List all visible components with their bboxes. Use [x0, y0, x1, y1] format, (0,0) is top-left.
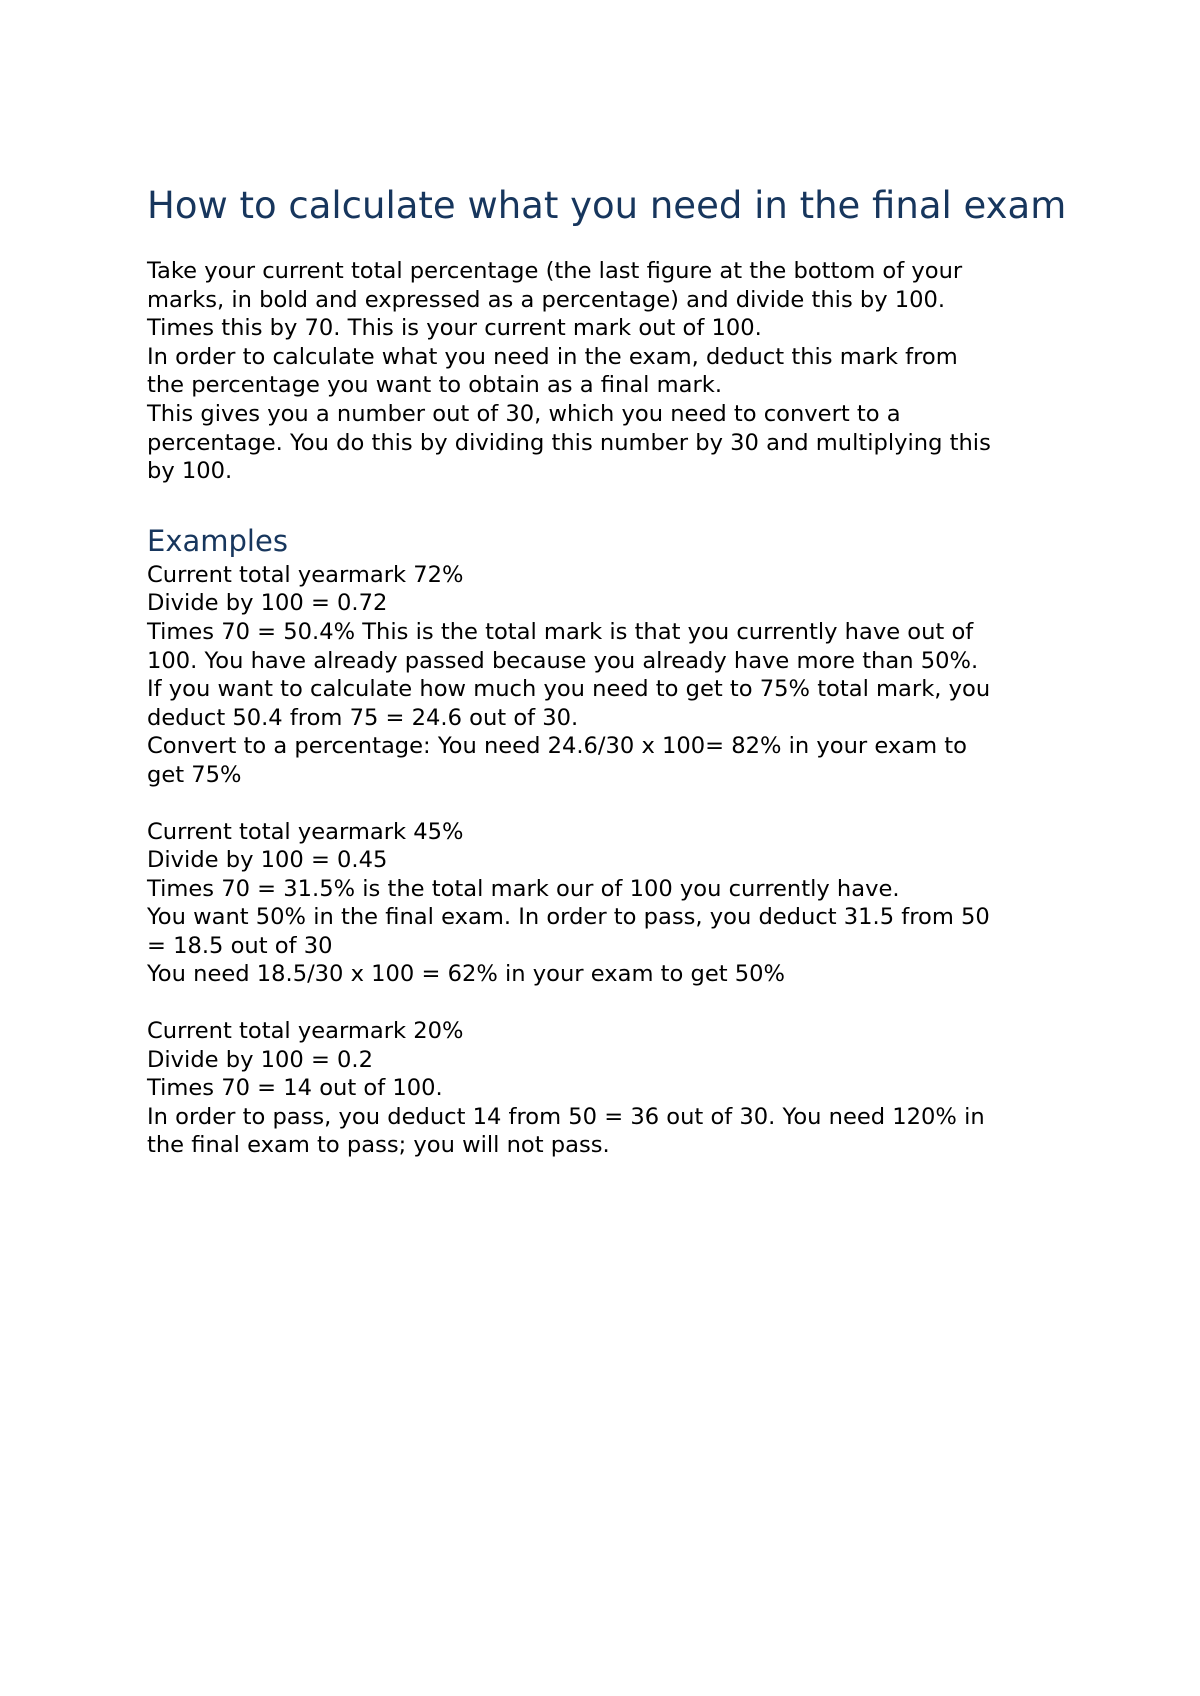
example-line: You need 18.5/30 x 100 = 62% in your exam to get 50%: [147, 961, 786, 988]
example-line: If you want to calculate how much you need to get to 75% total mark, you: [147, 676, 991, 703]
example-line: the final exam to pass; you will not pass.: [147, 1132, 610, 1159]
intro-line: This gives you a number out of 30, which you need to convert to a: [147, 400, 901, 427]
example-45-percent: [147, 818, 1067, 990]
example-line: Times 70 = 14 out of 100.: [147, 1075, 443, 1102]
document-title: How to calculate what you need in the final exam: [147, 184, 1067, 227]
example-line: Current total yearmark 72%: [147, 561, 464, 588]
example-line: 100. You have already passed because you already have more than 50%.: [147, 647, 979, 674]
example-line: In order to pass, you deduct 14 from 50 = 36 out of 30. You need 120% in: [147, 1103, 985, 1130]
example-line: Times 70 = 50.4% This is the total mark is that you currently have out of: [147, 618, 974, 645]
example-line: Times 70 = 31.5% is the total mark our of 100 you currently have.: [147, 875, 900, 902]
example-line: Convert to a percentage: You need 24.6/30 x 100= 82% in your exam to: [147, 733, 967, 760]
example-line: Divide by 100 = 0.72: [147, 590, 388, 617]
document-page: [147, 182, 1067, 1160]
example-line: Divide by 100 = 0.2: [147, 1046, 373, 1073]
examples-heading: Examples: [147, 523, 288, 558]
example-line: Current total yearmark 45%: [147, 818, 464, 845]
example-72-percent: [147, 561, 1067, 790]
intro-line: In order to calculate what you need in the exam, deduct this mark from: [147, 343, 958, 370]
example-line: deduct 50.4 from 75 = 24.6 out of 30.: [147, 704, 579, 731]
intro-paragraph: [147, 257, 1067, 486]
intro-line: the percentage you want to obtain as a final mark.: [147, 372, 723, 399]
example-line: get 75%: [147, 761, 242, 788]
example-line: Current total yearmark 20%: [147, 1018, 464, 1045]
example-line: = 18.5 out of 30: [147, 932, 333, 959]
intro-line: Take your current total percentage (the last figure at the bottom of your: [147, 258, 963, 284]
intro-line: percentage. You do this by dividing this number by 30 and multiplying this: [147, 429, 991, 456]
intro-line: marks, in bold and expressed as a percentage) and divide this by 100.: [147, 286, 946, 313]
example-line: You want 50% in the final exam. In order to pass, you deduct 31.5 from 50: [147, 904, 990, 931]
intro-line: by 100.: [147, 458, 233, 485]
intro-line: Times this by 70. This is your current mark out of 100.: [147, 315, 762, 342]
example-line: Divide by 100 = 0.45: [147, 847, 388, 874]
example-20-percent: [147, 1017, 1067, 1160]
